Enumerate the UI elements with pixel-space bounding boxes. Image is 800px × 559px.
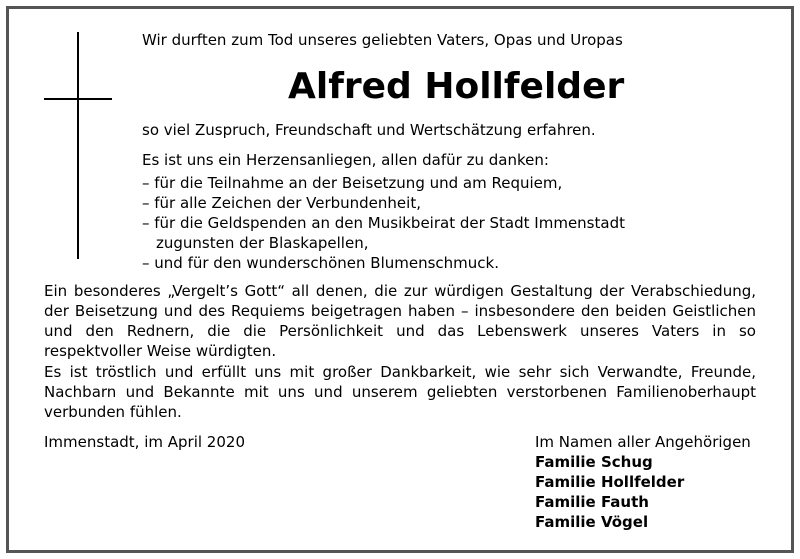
thanks-item: – für die Geldspenden an den Musikbeirat der Stadt Immenstadt: [142, 214, 625, 232]
family-name: Familie Hollfelder: [535, 473, 685, 491]
thanks-item: – für alle Zeichen der Verbundenheit,: [142, 194, 421, 212]
cross-horizontal-beam: [44, 98, 112, 100]
family-name: Familie Vögel: [535, 513, 649, 531]
signoff-line: Im Namen aller Angehörigen: [535, 433, 751, 451]
thanks-item: – für die Teilnahme an der Beisetzung und am Requiem,: [142, 174, 563, 192]
intro-line: Wir durften zum Tod unseres geliebten Vaters, Opas und Uropas: [142, 31, 623, 49]
comfort-paragraph: Es ist tröstlich und erfüllt uns mit großer Dankbarkeit, wie sehr sich Verwandte, Freunde, Nachbarn und Bekannte mit uns und unserem geliebten verstorbenen Familienoberhaupt verbunden fühlen.: [44, 363, 756, 421]
thanks-item-continuation: zugunsten der Blaskapellen,: [156, 234, 369, 252]
cross-vertical-beam: [77, 32, 79, 259]
family-name: Familie Schug: [535, 453, 653, 471]
deceased-name: Alfred Hollfelder: [288, 66, 625, 107]
family-name: Familie Fauth: [535, 493, 649, 511]
signoff-block: [535, 432, 751, 532]
place-date: Immenstadt, im April 2020: [44, 433, 245, 451]
support-line: so viel Zuspruch, Freundschaft und Wertschätzung erfahren.: [142, 121, 596, 139]
thanks-item: – und für den wunderschönen Blumenschmuck.: [142, 254, 499, 272]
gratitude-paragraph: Ein besonderes „Vergelt’s Gott“ all denen, die zur würdigen Gestaltung der Verabschiedung, der Beisetzung und des Requiems beigetragen haben – insbesondere den beiden Geistlichen und den Rednern, die die Persönlichkeit und das Lebenswerk unseres Vaters in so respektvoller Weise würdigten.: [44, 282, 756, 360]
thanks-intro: Es ist uns ein Herzensanliegen, allen dafür zu danken:: [142, 151, 549, 169]
